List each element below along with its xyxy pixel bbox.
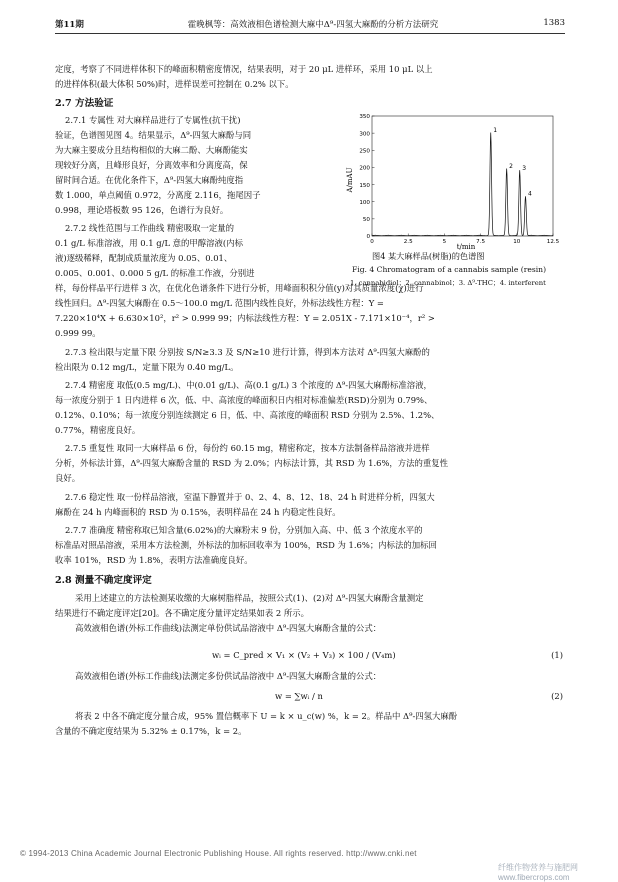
peak-label-1: 1	[493, 127, 498, 135]
para-2-7-5-line3: 良好。	[55, 473, 81, 483]
para-2-8-line6: 含量的不确定度结果为 5.32% ± 0.17%，k = 2。	[55, 726, 247, 736]
x-tick-label: 2.5	[403, 239, 413, 245]
y-tick-label: 300	[359, 131, 370, 138]
para-2-7-2-line8: 0.999 99。	[55, 328, 101, 338]
para-2-8-line3: 高效液相色谱(外标工作曲线)法测定单份供试品溶液中 Δ⁹-四氢大麻酚含量的公式：	[75, 623, 382, 633]
plot-frame	[372, 116, 553, 236]
page-number: 1383	[543, 18, 565, 28]
chart-axes	[359, 114, 559, 245]
para-2-7-7-line3: 收率 101%，RSD 为 1.8%，表明方法准确度良好。	[55, 555, 253, 565]
equation-1-number: (1)	[551, 650, 563, 660]
para-2-7-1-line7: 0.998，理论塔板数 95 126，色谱行为良好。	[55, 205, 229, 215]
para-2-8-line5: 将表 2 中各不确定度分量合成，95% 置信概率下 U = k × u_c(w) %，k = 2。样品中 Δ⁹-四氢大麻酚	[75, 711, 458, 721]
para-2-7-3-line1: 2.7.3 检出限与定量下限 分别按 S/N≥3.3 及 S/N≥10 进行计算，得到本方法对 Δ⁹-四氢大麻酚的	[65, 347, 430, 357]
x-axis-label: t/min	[456, 243, 476, 251]
x-tick-label: 7.5	[476, 239, 486, 245]
y-tick-label: 0	[366, 234, 370, 241]
para-2-7-1-line4: 现较好分离，且峰形良好，分离效率和分离度高，保	[55, 160, 248, 170]
para-2-7-4-line2: 每一浓度分别于 1 日内进样 6 次，低、中、高浓度的峰面积日内相对标准偏差(RSD)分别为 0.79%、	[55, 395, 433, 405]
para-2-7-2-line3: 液)逐级稀释，配制成质量浓度为 0.05、0.01、	[55, 253, 233, 263]
peak-label-4: 4	[527, 190, 532, 198]
section-heading-2-8: 2.8 测量不确定度评定	[55, 575, 152, 586]
peak-label-2: 2	[509, 163, 513, 171]
para-2-7-7-line2: 标准品对照品溶液，采用本方法检测，外标法的加标回收率为 100%，RSD 为 1.6%；内标法的加标回	[55, 540, 437, 550]
y-tick-label: 200	[359, 165, 370, 172]
x-tick-label: 10	[513, 239, 521, 245]
para-continuation-1: 定度，考察了不同进样体积下的峰面积精密度情况，结果表明，对于 20 μL 进样环，采用 10 μL 以上	[55, 64, 433, 74]
para-2-8-line1: 采用上述建立的方法检测某收缴的大麻树脂样品，按照公式(1)、(2)对 Δ⁹-四氢大麻酚含量测定	[75, 593, 424, 603]
copyright-footer: © 1994-2013 China Academic Journal Electronic Publishing House. All rights reserved. http://www.cnki.net	[20, 849, 417, 858]
para-2-7-1-line5: 留时间合适。在优化条件下，Δ⁹-四氢大麻酚纯度指	[55, 175, 244, 185]
chromatogram-figure	[348, 110, 560, 252]
y-tick-label: 100	[359, 199, 370, 206]
para-2-7-2-line4: 0.005、0.001、0.000 5 g/L 的标准工作液，分别进	[55, 268, 255, 278]
y-axis-label: A/mAU	[346, 167, 354, 193]
y-tick-label: 250	[359, 148, 370, 155]
para-2-7-1-line6: 数 1.000，单点阈值 0.972，分离度 2.116，拖尾因子	[55, 190, 261, 200]
watermark-text: 纤维作物营养与施肥网 www.fibercrops.com	[498, 863, 578, 882]
para-2-7-2-line1: 2.7.2 线性范围与工作曲线 精密吸取一定量的	[65, 223, 235, 233]
para-2-7-2-line5: 样，每份样品平行进样 3 次，在优化色谱条件下进行分析，用峰面积积分值(y)对其质量浓度(χ)进行	[55, 283, 424, 293]
para-2-7-4-line4: 0.77%，精密度良好。	[55, 425, 141, 435]
x-tick-label: 0	[370, 239, 374, 245]
equation-2: w = ∑wᵢ / n	[275, 691, 323, 701]
para-2-7-5-line2: 分析，外标法计算，Δ⁹-四氢大麻酚含量的 RSD 为 2.0%；内标法计算，其 RSD 为 1.6%，方法的重复性	[55, 458, 449, 468]
para-2-7-2-line2: 0.1 g/L 标准溶液，用 0.1 g/L 意的甲醇溶液(内标	[55, 238, 243, 248]
para-2-7-7-line1: 2.7.7 准确度 精密称取已知含量(6.02%)的大麻粉末 9 份，分别加入高、中、低 3 个浓度水平的	[65, 525, 423, 535]
para-2-7-2-line7: 7.220×10⁴X + 6.630×10²，r² > 0.999 99；内标法线性方程：Y = 2.051X - 7.171×10⁻⁴，r² >	[55, 313, 435, 323]
peak-labels-group	[493, 127, 532, 197]
figure-legend: 1. cannabidiol；2. cannabinol；3. Δ⁹-THC；4. interferent	[350, 279, 546, 287]
equation-2-number: (2)	[551, 691, 563, 701]
equation-1: wᵢ = C_pred × V₁ × (V₂ + V₃) × 100 / (V₄m)	[212, 650, 396, 660]
para-2-7-1-line1: 2.7.1 专属性 对大麻样品进行了专属性(抗干扰)	[65, 115, 241, 125]
y-tick-label: 50	[362, 217, 370, 224]
para-2-7-3-line2: 检出限为 0.12 mg/L，定量下限为 0.40 mg/L。	[55, 362, 239, 372]
y-tick-label: 150	[359, 182, 370, 189]
figure-caption-en: Fig. 4 Chromatogram of a cannabis sample (resin)	[352, 265, 547, 274]
para-2-7-2-line6: 线性回归。Δ⁹-四氢大麻酚在 0.5～100.0 mg/L 范围内线性良好，外标法线性方程：Y =	[55, 298, 384, 308]
para-2-8-line2: 结果进行不确定度评定[20]。各不确定度分量评定结果如表 2 所示。	[55, 608, 309, 618]
running-header	[55, 18, 565, 34]
y-tick-label: 350	[359, 114, 370, 121]
issue-number: 第11期	[55, 20, 84, 30]
header-rule	[55, 33, 565, 34]
para-2-7-5-line1: 2.7.5 重复性 取同一大麻样品 6 份，每份约 60.15 mg，精密称定，按本方法制备样品溶液并进样	[65, 443, 430, 453]
para-2-7-1-line3: 为大麻主要成分且结构相似的大麻二酚、大麻酚能实	[55, 145, 248, 155]
x-tick-label: 5	[442, 239, 447, 245]
para-2-8-line4: 高效液相色谱(外标工作曲线)法测定多份供试品溶液中 Δ⁹-四氢大麻酚含量的公式：	[75, 671, 382, 681]
para-2-7-1-line2: 验证，色谱图见图 4。结果显示，Δ⁹-四氢大麻酚与同	[55, 130, 252, 140]
section-heading-2-7: 2.7 方法验证	[55, 98, 114, 109]
para-2-7-4-line1: 2.7.4 精密度 取低(0.5 mg/L)、中(0.01 g/L)、高(0.1 g/L) 3 个浓度的 Δ⁹-四氢大麻酚标准溶液，	[65, 380, 432, 390]
para-continuation-2: 的进样体积(最大体积 50%)时，进样误差可控制在 0.2% 以下。	[55, 79, 294, 89]
para-2-7-6-line1: 2.7.6 稳定性 取一份样品溶液，室温下静置并于 0、2、4、8、12、18、24 h 时进样分析，四氢大	[65, 492, 435, 502]
peak-label-3: 3	[522, 164, 527, 172]
para-2-7-6-line2: 麻酚在 24 h 内峰面积的 RSD 为 0.15%，表明样品在 24 h 内稳定性良好。	[55, 507, 341, 517]
chart-trace-group	[372, 132, 553, 235]
para-2-7-4-line3: 0.12%、0.10%；每一浓度分别连续测定 6 日，低、中、高浓度的峰面积 RSD 分别为 2.5%、1.2%、	[55, 410, 440, 420]
figure-caption-cn: 图4 某大麻样品(树脂)的色谱图	[372, 251, 485, 261]
x-tick-label: 12.5	[546, 239, 560, 245]
running-title: 霍晚枫等：高效液相色谱检测大麻中Δ⁹-四氢大麻酚的分析方法研究	[187, 20, 439, 30]
chromatogram-trace	[372, 132, 553, 235]
